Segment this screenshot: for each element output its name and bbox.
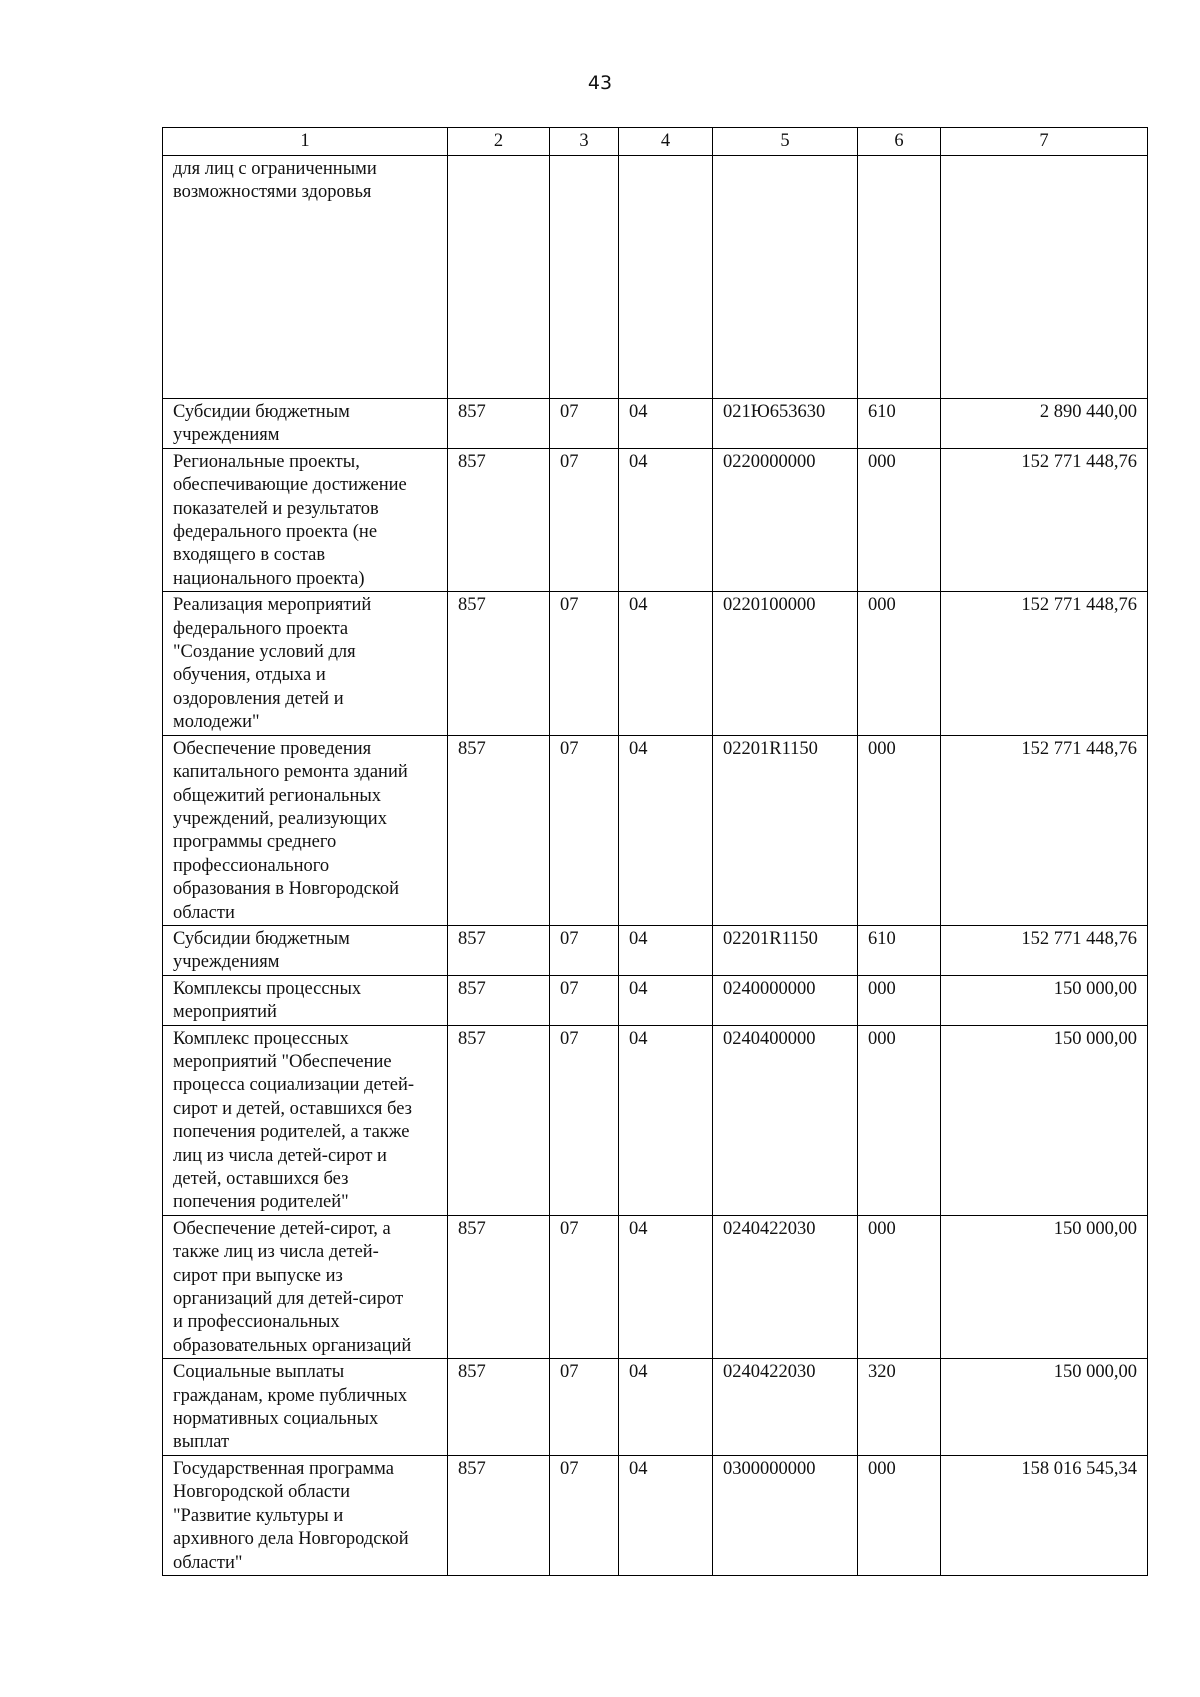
row-name: Социальные выплаты гражданам, кроме публичных нормативных социальных выплат <box>163 1359 448 1456</box>
cell-col-2: 857 <box>448 925 550 975</box>
cell-col-4: 04 <box>619 1215 713 1358</box>
cell-amount: 150 000,00 <box>941 975 1148 1025</box>
cell-col-2: 857 <box>448 1025 550 1215</box>
cell-col-3: 07 <box>550 592 619 735</box>
header-row <box>163 128 1148 156</box>
column-header: 7 <box>941 128 1148 156</box>
cell-amount: 150 000,00 <box>941 1025 1148 1215</box>
table-row <box>163 975 1148 1025</box>
cell-col-5: 02201R1150 <box>713 735 858 925</box>
cell-col-6: 320 <box>858 1359 941 1456</box>
cell-col-6: 610 <box>858 399 941 449</box>
table-header <box>163 128 1148 156</box>
cell-col-5: 0240400000 <box>713 1025 858 1215</box>
cell-col-3: 07 <box>550 975 619 1025</box>
cell-col-5 <box>713 156 858 399</box>
cell-amount: 2 890 440,00 <box>941 399 1148 449</box>
cell-col-5: 0240000000 <box>713 975 858 1025</box>
cell-col-2: 857 <box>448 592 550 735</box>
cell-col-6: 000 <box>858 1025 941 1215</box>
cell-col-3: 07 <box>550 399 619 449</box>
row-name: Субсидии бюджетным учреждениям <box>163 925 448 975</box>
cell-col-4 <box>619 156 713 399</box>
cell-col-3: 07 <box>550 735 619 925</box>
cell-col-3: 07 <box>550 925 619 975</box>
cell-col-3: 07 <box>550 448 619 591</box>
table-body <box>163 156 1148 1576</box>
cell-col-4: 04 <box>619 1359 713 1456</box>
cell-col-5: 02201R1150 <box>713 925 858 975</box>
cell-col-2: 857 <box>448 448 550 591</box>
cell-col-2: 857 <box>448 1215 550 1358</box>
column-header: 6 <box>858 128 941 156</box>
cell-amount: 152 771 448,76 <box>941 592 1148 735</box>
table-row <box>163 156 1148 399</box>
cell-amount <box>941 156 1148 399</box>
cell-amount: 150 000,00 <box>941 1215 1148 1358</box>
cell-col-3 <box>550 156 619 399</box>
cell-col-4: 04 <box>619 975 713 1025</box>
cell-col-4: 04 <box>619 1025 713 1215</box>
cell-col-6: 000 <box>858 448 941 591</box>
cell-amount: 150 000,00 <box>941 1359 1148 1456</box>
cell-amount: 152 771 448,76 <box>941 735 1148 925</box>
cell-col-5: 0240422030 <box>713 1215 858 1358</box>
table-row <box>163 1025 1148 1215</box>
cell-col-6: 000 <box>858 975 941 1025</box>
row-name: Реализация мероприятий федерального проекта "Создание условий для обучения, отдыха и оздоровления детей и молодежи" <box>163 592 448 735</box>
column-header: 3 <box>550 128 619 156</box>
table-row <box>163 1359 1148 1456</box>
row-name: Комплексы процессных мероприятий <box>163 975 448 1025</box>
cell-col-3: 07 <box>550 1215 619 1358</box>
table-row <box>163 592 1148 735</box>
column-header: 2 <box>448 128 550 156</box>
page-number: 43 <box>587 72 613 94</box>
cell-col-2 <box>448 156 550 399</box>
table-row <box>163 448 1148 591</box>
cell-col-5: 0220000000 <box>713 448 858 591</box>
column-header: 4 <box>619 128 713 156</box>
table-row <box>163 735 1148 925</box>
table-row <box>163 925 1148 975</box>
table-row <box>163 399 1148 449</box>
column-header: 1 <box>163 128 448 156</box>
cell-col-3: 07 <box>550 1359 619 1456</box>
table-row <box>163 1215 1148 1358</box>
cell-col-2: 857 <box>448 735 550 925</box>
cell-col-6: 000 <box>858 1215 941 1358</box>
cell-col-6: 000 <box>858 1455 941 1575</box>
budget-table <box>162 127 1148 1576</box>
cell-amount: 152 771 448,76 <box>941 925 1148 975</box>
cell-col-3: 07 <box>550 1455 619 1575</box>
row-name: Государственная программа Новгородской области "Развитие культуры и архивного дела Новгородской области" <box>163 1455 448 1575</box>
cell-col-4: 04 <box>619 399 713 449</box>
cell-col-5: 0300000000 <box>713 1455 858 1575</box>
row-name: Региональные проекты, обеспечивающие достижение показателей и результатов федерального проекта (не входящего в состав национального проекта) <box>163 448 448 591</box>
row-name: для лиц с ограниченными возможностями здоровья <box>163 156 448 399</box>
cell-col-3: 07 <box>550 1025 619 1215</box>
table-row <box>163 1455 1148 1575</box>
cell-col-4: 04 <box>619 448 713 591</box>
row-name: Обеспечение детей-сирот, а также лиц из числа детей- сирот при выпуске из организаций для детей-сирот и профессиональных образовательных организаций <box>163 1215 448 1358</box>
cell-col-4: 04 <box>619 735 713 925</box>
cell-col-6: 000 <box>858 592 941 735</box>
column-header: 5 <box>713 128 858 156</box>
cell-col-5: 0240422030 <box>713 1359 858 1456</box>
cell-amount: 152 771 448,76 <box>941 448 1148 591</box>
cell-col-2: 857 <box>448 399 550 449</box>
cell-col-6: 610 <box>858 925 941 975</box>
cell-col-4: 04 <box>619 1455 713 1575</box>
cell-col-4: 04 <box>619 592 713 735</box>
cell-col-6: 000 <box>858 735 941 925</box>
row-name: Обеспечение проведения капитального ремонта зданий общежитий региональных учреждений, реализующих программы среднего профессионального образования в Новгородской области <box>163 735 448 925</box>
cell-col-5: 021Ю653630 <box>713 399 858 449</box>
cell-col-2: 857 <box>448 1359 550 1456</box>
cell-col-4: 04 <box>619 925 713 975</box>
cell-col-6 <box>858 156 941 399</box>
cell-col-2: 857 <box>448 975 550 1025</box>
cell-amount: 158 016 545,34 <box>941 1455 1148 1575</box>
row-name: Комплекс процессных мероприятий "Обеспечение процесса социализации детей- сирот и детей, оставшихся без попечения родителей, а также лиц из числа детей-сирот и детей, оставшихся без попечения родителей" <box>163 1025 448 1215</box>
cell-col-2: 857 <box>448 1455 550 1575</box>
cell-col-5: 0220100000 <box>713 592 858 735</box>
row-name: Субсидии бюджетным учреждениям <box>163 399 448 449</box>
